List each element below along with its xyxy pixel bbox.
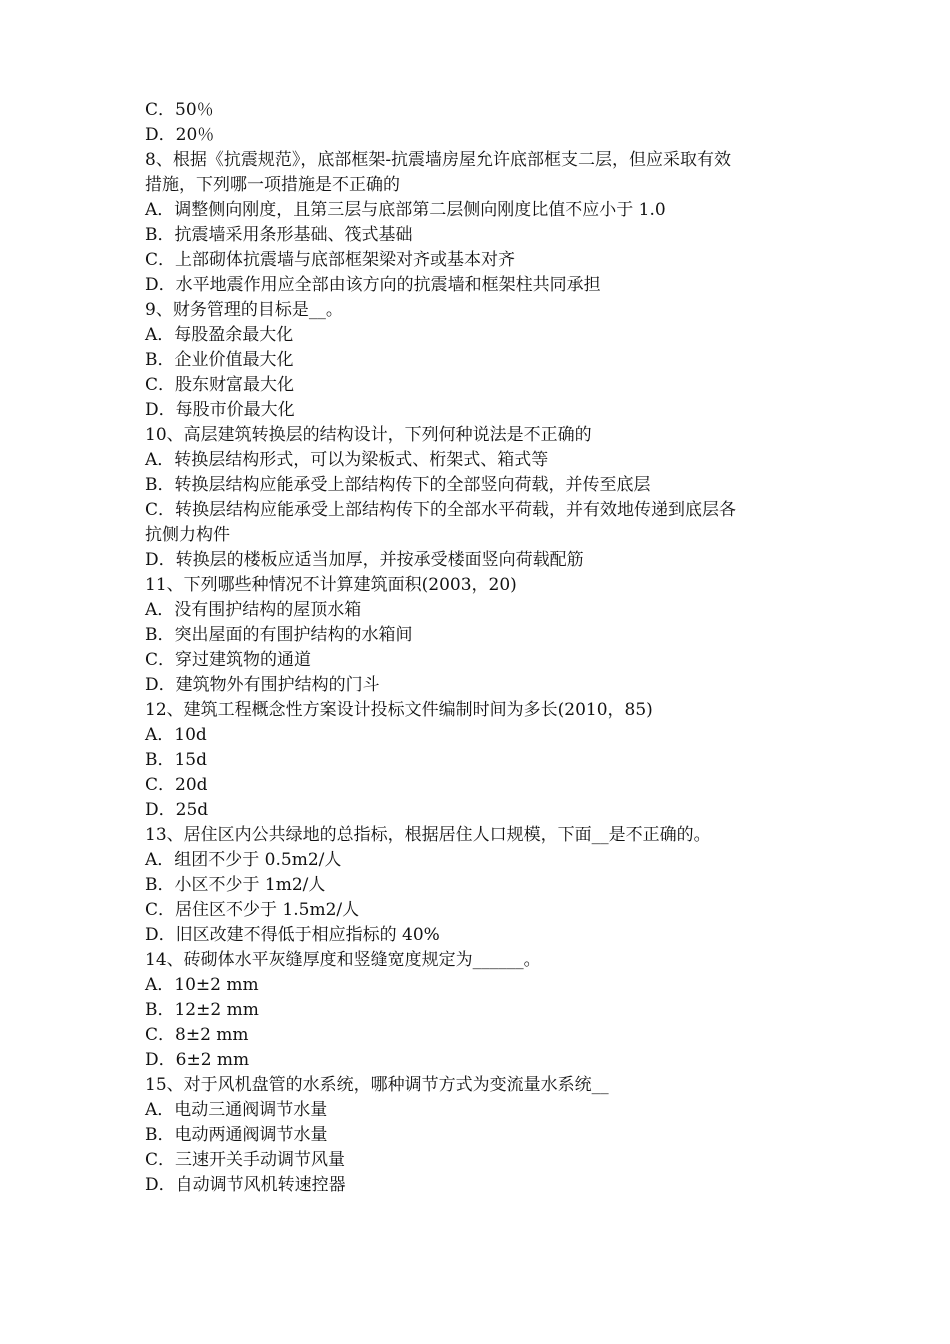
answer-option: C．居住区不少于 1.5m2/人 — [145, 900, 360, 920]
answer-option: D．建筑物外有围护结构的门斗 — [145, 675, 380, 695]
answer-option: C．穿过建筑物的通道 — [145, 650, 312, 670]
answer-option: A．电动三通阀调节水量 — [145, 1100, 328, 1120]
answer-option: D．自动调节风机转速控器 — [145, 1175, 346, 1195]
answer-option: C．上部砌体抗震墙与底部框架梁对齐或基本对齐 — [145, 250, 516, 270]
answer-option: 抗侧力构件 — [145, 525, 230, 545]
question-text: 措施，下列哪一项措施是不正确的 — [145, 175, 400, 195]
answer-option: C．转换层结构应能承受上部结构传下的全部水平荷载，并有效地传递到底层各 — [145, 500, 737, 520]
answer-option: B．15d — [145, 750, 208, 770]
answer-option: C．三速开关手动调节风量 — [145, 1150, 346, 1170]
answer-option: D．每股市价最大化 — [145, 400, 295, 420]
document-body — [145, 98, 825, 1198]
question-text: 9、财务管理的目标是__。 — [145, 300, 343, 320]
answer-option: C．8±2 mm — [145, 1025, 249, 1045]
answer-option: C．20d — [145, 775, 208, 795]
question-text: 11、下列哪些种情况不计算建筑面积(2003，20) — [145, 575, 517, 595]
question-text: 8、根据《抗震规范》，底部框架-抗震墙房屋允许底部框支二层，但应采取有效 — [145, 150, 732, 170]
answer-option: D．20％ — [145, 125, 215, 145]
answer-option: C．50％ — [145, 100, 214, 120]
answer-option: A．转换层结构形式，可以为梁板式、桁架式、箱式等 — [145, 450, 549, 470]
answer-option: B．电动两通阀调节水量 — [145, 1125, 328, 1145]
answer-option: C．股东财富最大化 — [145, 375, 295, 395]
answer-option: A．每股盈余最大化 — [145, 325, 294, 345]
answer-option: A．调整侧向刚度，且第三层与底部第二层侧向刚度比值不应小于 1.0 — [145, 200, 666, 220]
answer-option: A．组团不少于 0.5m2/人 — [145, 850, 342, 870]
answer-option: B．小区不少于 1m2/人 — [145, 875, 326, 895]
answer-option: D．6±2 mm — [145, 1050, 250, 1070]
answer-option: D．水平地震作用应全部由该方向的抗震墙和框架柱共同承担 — [145, 275, 601, 295]
answer-option: D．转换层的楼板应适当加厚，并按承受楼面竖向荷载配筋 — [145, 550, 584, 570]
answer-option: A．没有围护结构的屋顶水箱 — [145, 600, 362, 620]
answer-option: B．企业价值最大化 — [145, 350, 294, 370]
answer-option: B．抗震墙采用条形基础、筏式基础 — [145, 225, 413, 245]
question-text: 14、砖砌体水平灰缝厚度和竖缝宽度规定为______。 — [145, 950, 541, 970]
answer-option: B．12±2 mm — [145, 1000, 259, 1020]
answer-option: B．突出屋面的有围护结构的水箱间 — [145, 625, 413, 645]
answer-option: A．10±2 mm — [145, 975, 259, 995]
question-text: 12、建筑工程概念性方案设计投标文件编制时间为多长(2010，85) — [145, 700, 653, 720]
question-text: 13、居住区内公共绿地的总指标，根据居住人口规模，下面__是不正确的。 — [145, 825, 711, 845]
answer-option: D．25d — [145, 800, 209, 820]
question-text: 10、高层建筑转换层的结构设计，下列何种说法是不正确的 — [145, 425, 592, 445]
answer-option: A．10d — [145, 725, 207, 745]
answer-option: B．转换层结构应能承受上部结构传下的全部竖向荷载，并传至底层 — [145, 475, 651, 495]
answer-option: D．旧区改建不得低于相应指标的 40% — [145, 925, 440, 945]
question-text: 15、对于风机盘管的水系统，哪种调节方式为变流量水系统__ — [145, 1075, 609, 1095]
